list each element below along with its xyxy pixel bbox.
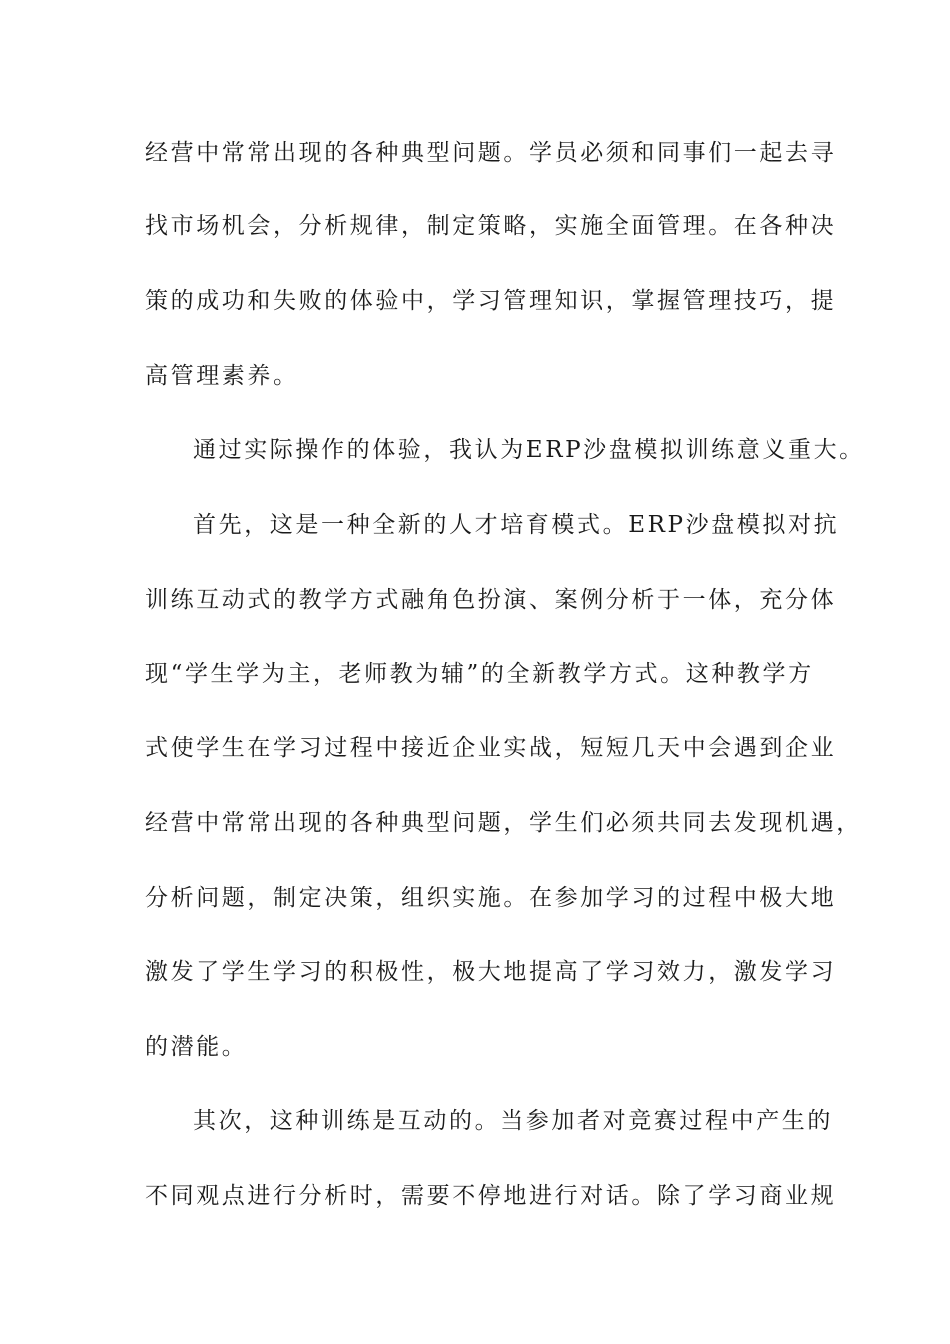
text-line: 经营中常常出现的各种典型问题。学员必须和同事们一起去寻 bbox=[145, 140, 837, 166]
text-line: 的潜能。 bbox=[145, 1034, 248, 1060]
text-line: 高管理素养。 bbox=[145, 363, 299, 389]
text-line: 不同观点进行分析时，需要不停地进行对话。除了学习商业规 bbox=[145, 1183, 837, 1209]
text-line: 策的成功和失败的体验中，学习管理知识，掌握管理技巧，提 bbox=[145, 288, 837, 314]
text-line: 现“学生学为主，老师教为辅”的全新教学方式。这种教学方 bbox=[145, 661, 814, 687]
paragraph-start-line: 通过实际操作的体验，我认为ERP沙盘模拟训练意义重大。 bbox=[193, 437, 865, 463]
text-line: 分析问题，制定决策，组织实施。在参加学习的过程中极大地 bbox=[145, 885, 837, 911]
text-line: 经营中常常出现的各种典型问题，学生们必须共同去发现机遇， bbox=[145, 810, 862, 836]
text-line: 式使学生在学习过程中接近企业实战，短短几天中会遇到企业 bbox=[145, 735, 837, 761]
paragraph-start-line: 其次，这种训练是互动的。当参加者对竞赛过程中产生的 bbox=[193, 1108, 833, 1134]
text-line: 训练互动式的教学方式融角色扮演、案例分析于一体，充分体 bbox=[145, 587, 837, 613]
text-line: 激发了学生学习的积极性，极大地提高了学习效力，激发学习 bbox=[145, 959, 837, 985]
text-line: 找市场机会，分析规律，制定策略，实施全面管理。在各种决 bbox=[145, 213, 837, 239]
paragraph-start-line: 首先，这是一种全新的人才培育模式。ERP沙盘模拟对抗 bbox=[193, 512, 840, 538]
